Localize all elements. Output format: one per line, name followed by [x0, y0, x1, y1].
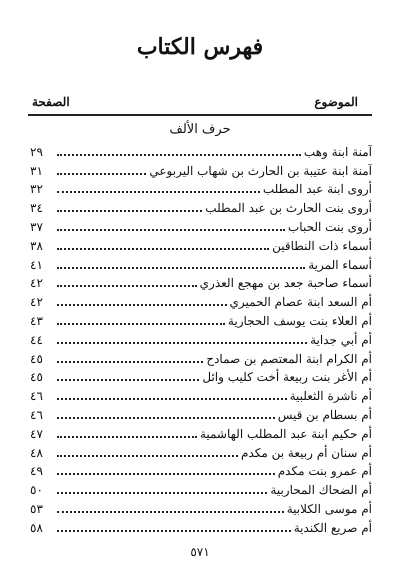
- entry-page-number: ٥٣: [30, 501, 43, 516]
- entry-topic: آمنة ابنة وهب: [303, 144, 372, 159]
- entry-topic: أم موسى الكلابية: [286, 501, 372, 516]
- dot-leader: [57, 473, 275, 475]
- dot-leader: [57, 210, 202, 212]
- entry-topic: أم عمرو بنت مكدم: [277, 464, 372, 479]
- index-entry: [30, 517, 372, 536]
- index-entry: [30, 329, 372, 348]
- index-entry: [30, 423, 372, 442]
- index-entry: [30, 498, 372, 517]
- index-entry: [30, 461, 372, 480]
- index-entry: [30, 479, 372, 498]
- entry-page-number: ٤٤: [30, 332, 43, 347]
- entry-page-number: ٥٠: [30, 483, 43, 498]
- index-entry: [30, 179, 372, 198]
- dot-leader: [57, 530, 291, 532]
- entry-page-number: ٤٨: [30, 445, 43, 460]
- entry-page-number: ٣١: [30, 163, 43, 178]
- dot-leader: [57, 229, 285, 231]
- topic-column-header: الموضوع: [314, 95, 358, 109]
- entry-topic: أم العلاء بنت يوسف الحجارية: [227, 313, 372, 328]
- dot-leader: [57, 511, 284, 513]
- entry-topic: أسماء صاحبة جعد بن مهجع العذري: [199, 276, 372, 291]
- header-rule: [28, 114, 372, 116]
- index-entry: [30, 254, 372, 273]
- index-entry: [30, 273, 372, 292]
- entry-topic: أم حكيم ابنة عبد المطلب الهاشمية: [199, 426, 372, 441]
- index-entry: [30, 235, 372, 254]
- dot-leader: [57, 304, 227, 306]
- entry-page-number: ٤٥: [30, 351, 43, 366]
- entry-page-number: ٣٨: [30, 238, 43, 253]
- entry-page-number: ٤٥: [30, 370, 43, 385]
- dot-leader: [57, 436, 197, 438]
- entry-page-number: ٤٦: [30, 407, 43, 422]
- index-entry: [30, 291, 372, 310]
- entry-page-number: ٣٤: [30, 201, 43, 216]
- dot-leader: [57, 417, 275, 419]
- entry-topic: أم سنان أم ربيعة بن مكدم: [241, 445, 372, 460]
- dot-leader: [57, 323, 225, 325]
- index-entry: [30, 141, 372, 160]
- index-entry: [30, 197, 372, 216]
- index-list: [30, 141, 372, 536]
- page-number: ٥٧١: [190, 545, 210, 559]
- dot-leader: [57, 285, 197, 287]
- section-heading: حرف الألف: [169, 122, 231, 137]
- index-entry: [30, 367, 372, 386]
- index-entry: [30, 404, 372, 423]
- entry-topic: أم ناشرة الثعلبية: [289, 389, 372, 404]
- entry-topic: آمنة ابنة عتيبة بن الحارث بن شهاب اليربوعي: [149, 163, 372, 178]
- entry-topic: أم السعد ابنة عصام الحميري: [229, 295, 372, 310]
- entry-page-number: ٣٧: [30, 219, 43, 234]
- page-column-header: الصفحة: [32, 95, 70, 109]
- entry-topic: أم صريع الكندية: [293, 520, 372, 535]
- entry-page-number: ٤٣: [30, 313, 43, 328]
- dot-leader: [57, 361, 203, 363]
- index-entry: [30, 442, 372, 461]
- entry-page-number: ٤١: [30, 257, 43, 272]
- entry-page-number: ٤٦: [30, 389, 43, 404]
- entry-topic: أم أبي جداية: [310, 332, 372, 347]
- dot-leader: [57, 154, 301, 156]
- entry-topic: أروى بنت الحباب: [288, 219, 372, 234]
- entry-page-number: ٤٩: [30, 464, 43, 479]
- entry-topic: أم بسطام بن قيس: [277, 407, 372, 422]
- entry-topic: أم الأغر بنت ربيعة أخت كليب وائل: [202, 370, 372, 385]
- index-entry: [30, 216, 372, 235]
- entry-topic: أروى ابنة عبد المطلب: [262, 182, 372, 197]
- index-entry: [30, 160, 372, 179]
- entry-topic: أم الضحاك المحاربية: [270, 483, 372, 498]
- index-entry: [30, 385, 372, 404]
- entry-page-number: ٤٢: [30, 295, 43, 310]
- entry-topic: أروى بنت الحارث بن عبد المطلب: [205, 201, 372, 216]
- entry-topic: أم الكرام ابنة المعتصم بن صمادح: [206, 351, 372, 366]
- page-title: فهرس الكتاب: [136, 34, 264, 60]
- index-entry: [30, 310, 372, 329]
- dot-leader: [57, 173, 146, 175]
- entry-topic: أسماء ذات النطاقين: [272, 238, 372, 253]
- entry-topic: أسماء المرية: [308, 257, 372, 272]
- dot-leader: [57, 492, 267, 494]
- entry-page-number: ٤٢: [30, 276, 43, 291]
- index-entry: [30, 348, 372, 367]
- entry-page-number: ٥٨: [30, 520, 43, 535]
- dot-leader: [57, 455, 238, 457]
- dot-leader: [57, 267, 305, 269]
- entry-page-number: ٢٩: [30, 144, 43, 159]
- dot-leader: [57, 379, 199, 381]
- entry-page-number: ٤٧: [30, 426, 43, 441]
- dot-leader: [57, 191, 260, 193]
- dot-leader: [57, 342, 307, 344]
- dot-leader: [57, 398, 287, 400]
- entry-page-number: ٣٢: [30, 182, 43, 197]
- dot-leader: [57, 248, 269, 250]
